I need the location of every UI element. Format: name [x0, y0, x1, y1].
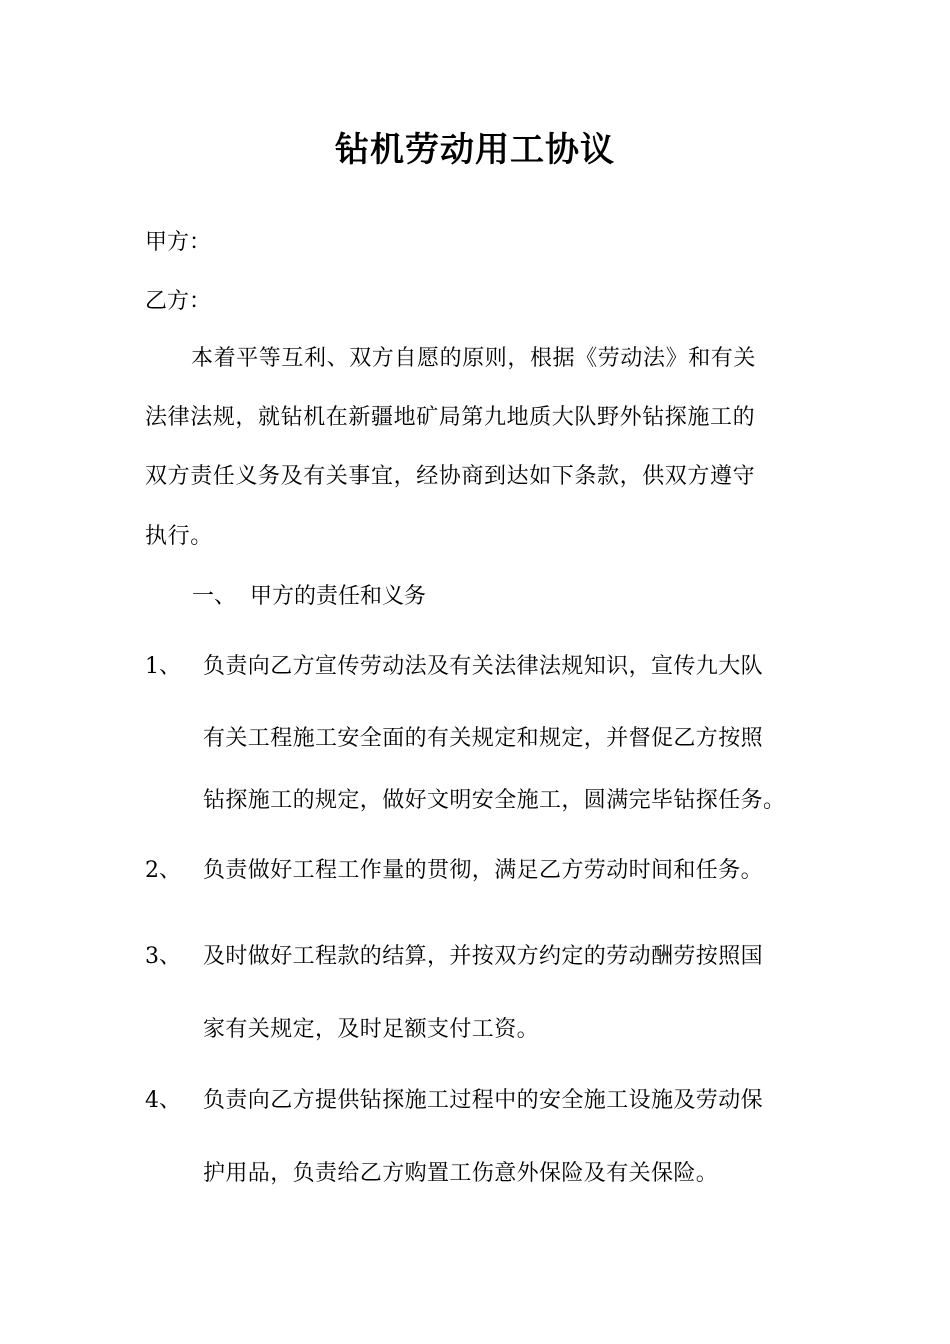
party-b-label: 乙方：: [145, 289, 212, 314]
list-item-number: 2、: [145, 858, 181, 883]
list-item-line: 家有关规定，及时足额支付工资。: [203, 1017, 540, 1042]
list-item-number: 4、: [145, 1088, 181, 1113]
list-item-number: 1、: [145, 654, 181, 679]
list-item-line: 负责向乙方提供钻探施工过程中的安全施工设施及劳动保: [203, 1088, 764, 1113]
section-heading: [192, 582, 426, 612]
intro-line: 法律法规，就钻机在新疆地矿局第九地质大队野外钻探施工的: [145, 405, 756, 430]
list-item-line: 护用品，负责给乙方购置工伤意外保险及有关保险。: [203, 1161, 719, 1186]
intro-line: 双方责任义务及有关事宜，经协商到达如下条款，供双方遵守: [145, 464, 756, 489]
intro-line: 执行。: [145, 524, 213, 549]
section-heading-text: 甲方的责任和义务: [250, 584, 427, 609]
intro-line: 本着平等互利、双方自愿的原则，根据《劳动法》和有关: [191, 346, 757, 371]
list-item-line: 有关工程施工安全面的有关规定和规定，并督促乙方按照: [203, 726, 764, 751]
section-number: 一、: [192, 584, 237, 609]
list-item-line: 负责做好工程工作量的贯彻，满足乙方劳动时间和任务。: [203, 858, 764, 883]
list-item-line: 及时做好工程款的结算，并按双方约定的劳动酬劳按照国: [203, 944, 764, 969]
document-title: 钻机劳动用工协议: [335, 130, 615, 170]
list-item-number: 3、: [145, 944, 181, 969]
list-item-line: 负责向乙方宣传劳动法及有关法律法规知识，宣传九大队: [203, 654, 764, 679]
list-item-line: 钻探施工的规定，做好文明安全施工，圆满完毕钻探任务。: [203, 788, 786, 813]
party-a-label: 甲方：: [145, 230, 212, 255]
